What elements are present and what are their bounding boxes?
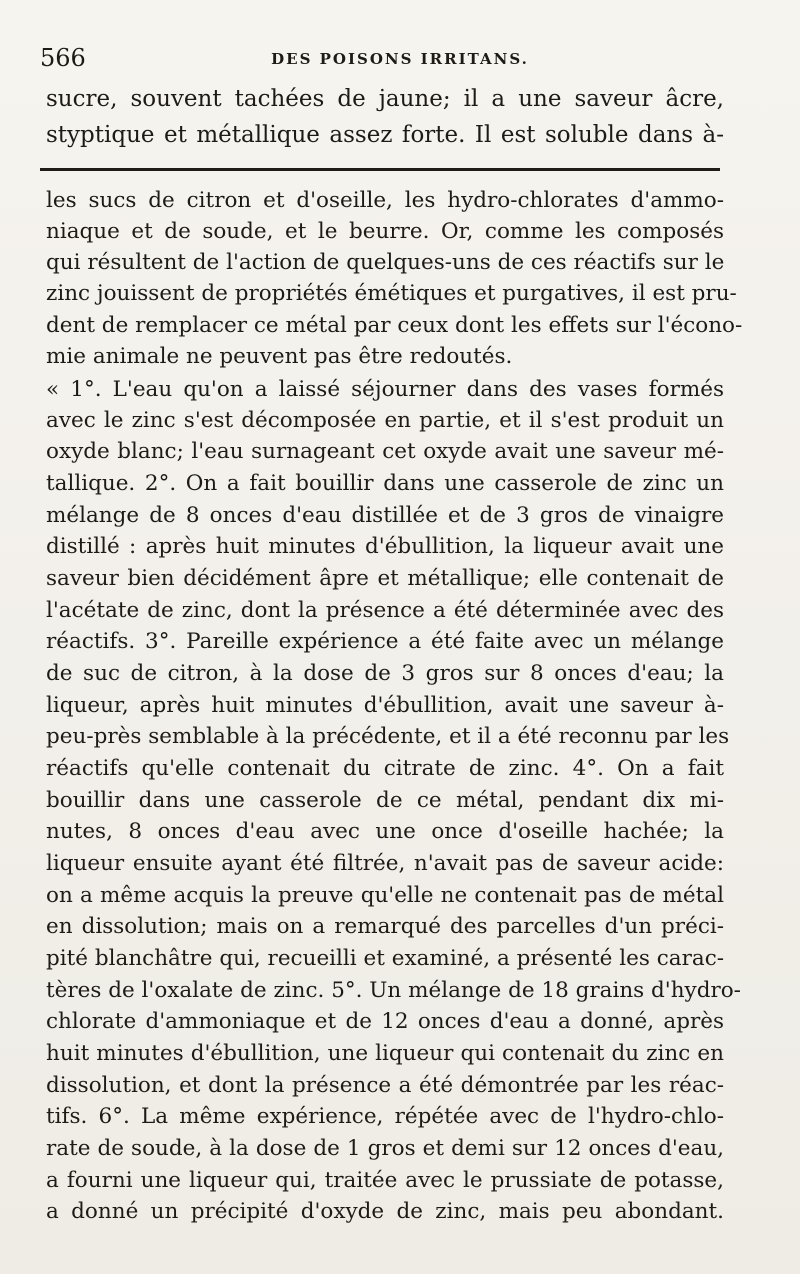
page-header bbox=[40, 44, 760, 84]
text-line: a fourni une liqueur qui, traitée avec le prussiate de potasse, bbox=[46, 1168, 724, 1193]
text-line: dissolution, et dont la présence a été démontrée par les réac- bbox=[46, 1073, 724, 1098]
running-title: DES POISONS IRRITANS. bbox=[271, 50, 529, 68]
text-line: en dissolution; mais on a remarqué des parcelles d'un préci- bbox=[46, 914, 724, 939]
text-line: peu-près semblable à la précédente, et il a été reconnu par les bbox=[46, 724, 730, 749]
text-line: mélange de 8 onces d'eau distillée et de 3 gros de vinaigre bbox=[46, 503, 724, 528]
text-line: réactifs qu'elle contenait du citrate de zinc. 4°. On a fait bbox=[46, 756, 724, 781]
text-line: réactifs. 3°. Pareille expérience a été faite avec un mélange bbox=[46, 629, 724, 654]
text-line: sucre, souvent tachées de jaune; il a une saveur âcre, bbox=[46, 86, 724, 112]
text-line: bouillir dans une casserole de ce métal, pendant dix mi- bbox=[46, 788, 724, 813]
text-line: les sucs de citron et d'oseille, les hydro-chlorates d'ammo- bbox=[46, 188, 724, 213]
text-line: l'acétate de zinc, dont la présence a été déterminée avec des bbox=[46, 598, 724, 623]
text-line: nutes, 8 onces d'eau avec une once d'oseille hachée; la bbox=[46, 819, 724, 844]
text-line: distillé : après huit minutes d'ébullition, la liqueur avait une bbox=[46, 534, 724, 559]
text-line: zinc jouissent de propriétés émétiques et purgatives, il est pru- bbox=[46, 281, 737, 306]
text-line: tallique. 2°. On a fait bouillir dans une casserole de zinc un bbox=[46, 471, 724, 496]
page-number: 566 bbox=[40, 44, 86, 72]
text-line: huit minutes d'ébullition, une liqueur qui contenait du zinc en bbox=[46, 1041, 724, 1066]
text-line: oxyde blanc; l'eau surnageant cet oxyde avait une saveur mé- bbox=[46, 439, 724, 464]
text-line: a donné un précipité d'oxyde de zinc, mais peu abondant. bbox=[46, 1199, 724, 1224]
text-line: dent de remplacer ce métal par ceux dont les effets sur l'écono- bbox=[46, 313, 743, 338]
text-line: qui résultent de l'action de quelques-uns de ces réactifs sur le bbox=[46, 250, 725, 275]
text-line: de suc de citron, à la dose de 3 gros sur 8 onces d'eau; la bbox=[46, 661, 724, 686]
text-line: pité blanchâtre qui, recueilli et examiné, a présenté les carac- bbox=[46, 946, 724, 971]
text-line: styptique et métallique assez forte. Il est soluble dans à- bbox=[46, 122, 724, 148]
section-divider bbox=[40, 168, 720, 171]
text-line: rate de soude, à la dose de 1 gros et demi sur 12 onces d'eau, bbox=[46, 1136, 724, 1161]
text-line: tifs. 6°. La même expérience, répétée avec de l'hydro-chlo- bbox=[46, 1104, 724, 1129]
text-line: avec le zinc s'est décomposée en partie, et il s'est produit un bbox=[46, 408, 724, 433]
text-line: chlorate d'ammoniaque et de 12 onces d'eau a donné, après bbox=[46, 1009, 724, 1034]
text-line: liqueur ensuite ayant été filtrée, n'avait pas de saveur acide: bbox=[46, 851, 724, 876]
text-line: « 1°. L'eau qu'on a laissé séjourner dans des vases formés bbox=[46, 377, 724, 402]
text-line: liqueur, après huit minutes d'ébullition, avait une saveur à- bbox=[46, 693, 724, 718]
text-line: saveur bien décidément âpre et métallique; elle contenait de bbox=[46, 566, 724, 591]
text-line: tères de l'oxalate de zinc. 5°. Un mélange de 18 grains d'hydro- bbox=[46, 978, 741, 1003]
text-line: on a même acquis la preuve qu'elle ne contenait pas de métal bbox=[46, 883, 724, 908]
text-line: niaque et de soude, et le beurre. Or, comme les composés bbox=[46, 219, 724, 244]
text-line: mie animale ne peuvent pas être redoutés. bbox=[46, 344, 513, 369]
